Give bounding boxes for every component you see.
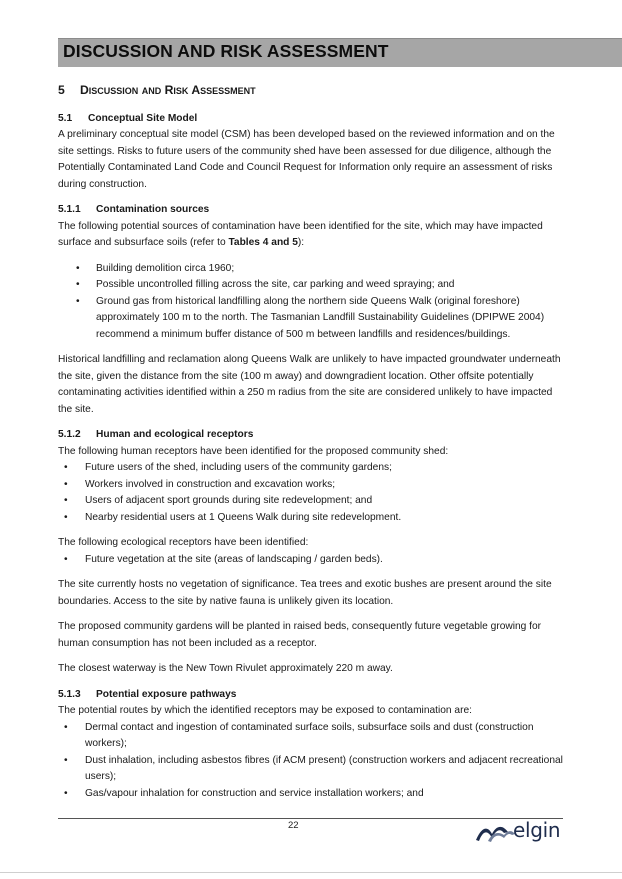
logo-wave-icon bbox=[474, 820, 516, 844]
paragraph-landfilling: Historical landfilling and reclamation along Queens Walk are unlikely to have impacted groundwater underneath the site, given the distance from the site (100 m away) and downgradient location. Other offsite potentially contaminating activities identified within a 250 m radius from the site are considered unlikely to have impacted the site. bbox=[58, 354, 561, 415]
section-heading-5 bbox=[58, 82, 566, 99]
list-item: • Workers involved in construction and excavation works; bbox=[58, 477, 566, 494]
section-title: Contamination sources bbox=[96, 204, 210, 215]
list-item: • Possible uncontrolled filling across the site, car parking and weed spraying; and bbox=[58, 277, 566, 294]
list-item: • Building demolition circa 1960; bbox=[58, 261, 566, 278]
bullet: • bbox=[76, 262, 80, 274]
section-title: Conceptual Site Model bbox=[88, 112, 198, 124]
bullet: • bbox=[64, 462, 68, 473]
bullet: • bbox=[64, 553, 68, 565]
sources-list bbox=[58, 261, 566, 344]
paragraph-waterway: The closest waterway is the New Town Rivulet approximately 220 m away. bbox=[58, 663, 393, 674]
list-item: • Nearby residential users at 1 Queens Walk during site redevelopment. bbox=[58, 510, 566, 527]
pathways-list bbox=[58, 720, 566, 803]
company-logo bbox=[474, 817, 564, 847]
intro-text-end: ): bbox=[297, 237, 305, 248]
list-item: • Future vegetation at the site (areas of landscaping / garden beds). bbox=[58, 552, 566, 569]
section-heading-5-1-2 bbox=[58, 427, 566, 444]
human-receptors-list bbox=[58, 460, 566, 526]
list-item: • Users of adjacent sport grounds during site redevelopment; and bbox=[58, 493, 566, 510]
ecological-receptors-list bbox=[58, 552, 566, 569]
paragraph-gardens: The proposed community gardens will be planted in raised beds, consequently future vegetable growing for human consumption has not been included as a receptor. bbox=[58, 621, 542, 649]
list-item: • Dust inhalation, including asbestos fibres (if ACM present) (construction workers and adjacent recreational users); bbox=[64, 754, 563, 782]
paragraph-pathways-intro: The potential routes by which the identified receptors may be exposed to contamination are: bbox=[58, 705, 472, 716]
section-number: 5.1.3 bbox=[58, 688, 81, 700]
section-number: 5.1.1 bbox=[58, 204, 81, 215]
page-bottom-edge bbox=[0, 872, 622, 873]
list-item: • Dermal contact and ingestion of contaminated surface soils, subsurface soils and dust (construction workers); bbox=[64, 721, 534, 749]
section-title: Human and ecological receptors bbox=[96, 429, 254, 440]
logo-text: elgin bbox=[513, 818, 561, 842]
paragraph-vegetation: The site currently hosts no vegetation of significance. Tea trees and exotic bushes are present around the site boundaries. Access to the site by native fauna is unlikely given its location. bbox=[58, 579, 552, 607]
section-heading-5-1-1 bbox=[58, 202, 566, 219]
list-item: • Gas/vapour inhalation for construction and service installation workers; and bbox=[58, 786, 566, 803]
bullet: • bbox=[64, 787, 68, 799]
list-item: • Future users of the shed, including users of the community gardens; bbox=[58, 460, 566, 477]
section-title: Discussion and Risk Assessment bbox=[80, 83, 256, 97]
bullet: • bbox=[64, 478, 68, 490]
section-title: Potential exposure pathways bbox=[96, 688, 237, 700]
bullet: • bbox=[64, 754, 68, 766]
section-number: 5.1 bbox=[58, 112, 73, 124]
section-number: 5.1.2 bbox=[58, 429, 81, 440]
intro-text: The following potential sources of contamination have been identified for the site, which may have impacted surface and subsurface soils (refer to bbox=[58, 220, 543, 248]
paragraph-eco-intro: The following ecological receptors have been identified: bbox=[58, 537, 309, 548]
banner-title: DISCUSSION AND RISK ASSESSMENT bbox=[63, 41, 389, 61]
bullet: • bbox=[76, 279, 80, 290]
bullet: • bbox=[64, 721, 68, 733]
paragraph-sources-intro bbox=[58, 219, 566, 252]
section-number: 5 bbox=[58, 83, 65, 97]
page-number: 22 bbox=[288, 820, 299, 831]
bullet: • bbox=[64, 511, 68, 523]
paragraph-human-intro: The following human receptors have been identified for the proposed community shed: bbox=[58, 445, 449, 457]
bullet: • bbox=[76, 295, 80, 307]
bullet: • bbox=[64, 495, 68, 506]
tables-reference: Tables 4 and 5 bbox=[228, 237, 298, 248]
paragraph-csm: A preliminary conceptual site model (CSM) has been developed based on the reviewed information and on the site settings. Risks to future users of the community shed have been assessed for due diligence, although the Potentially Contaminated Land Code and Council Request for Information only require an assessment of risks during construction. bbox=[58, 129, 555, 190]
section-heading-5-1 bbox=[58, 111, 566, 128]
list-item: • Ground gas from historical landfilling along the northern side Queens Walk (original foreshore) approximately 100 m to the north. The Tasmanian Landfill Sustainability Guidelines (DPIPWE 2004) recommend a minimum buffer distance of 500 m between landfills and residences/buildings. bbox=[76, 295, 545, 340]
section-heading-5-1-3 bbox=[58, 687, 566, 704]
section-banner bbox=[58, 38, 622, 67]
page-content bbox=[58, 82, 566, 802]
